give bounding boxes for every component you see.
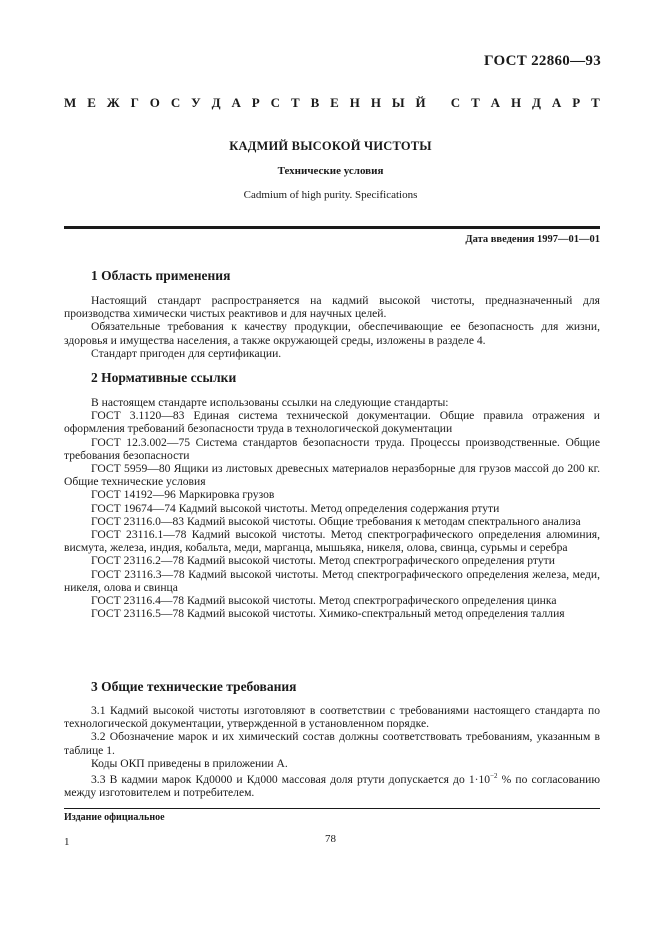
reference-item: ГОСТ 23116.1—78 Кадмий высокой чистоты. Метод спектрографического определения алюминия, висмута, железа, индия, кобальта, меди, марганца, мышьяка, никеля, олова, свинца, сурьмы и серебра [64, 528, 600, 555]
reference-item: ГОСТ 19674—74 Кадмий высокой чистоты. Метод определения содержания ртути [91, 501, 500, 515]
standard-type-letter: Е [87, 95, 96, 110]
reference-item: ГОСТ 12.3.002—75 Система стандартов безопасности труда. Процессы производственные. Общие требования безопасности [64, 435, 600, 462]
standard-type-letter: Т [290, 95, 300, 110]
standard-type-heading [64, 95, 600, 111]
paragraph: Стандарт пригоден для сертификации. [91, 346, 282, 360]
standard-type-letter: Н [349, 95, 360, 110]
standard-type-letter: С [270, 95, 281, 110]
p33-text-end: % по согласованию между изготовителем и потребителем. [64, 773, 601, 800]
reference-item: ГОСТ 5959—80 Ящики из листовых древесных материалов неразборные для грузов массой до 200 кг. Общие технические условия [64, 462, 600, 489]
reference-item: ГОСТ 23116.5—78 Кадмий высокой чистоты. Химико-спектральный метод определения таллия [91, 607, 565, 621]
section-1-heading: 1 Область применения [91, 268, 231, 283]
standard-type-letter: Н [510, 95, 522, 110]
reference-item: ГОСТ 23116.2—78 Кадмий высокой чистоты. Метод спектрографического определения ртути [91, 554, 555, 568]
standard-type-letter: А [551, 95, 562, 110]
introduction-date: Дата введения 1997—01—01 [465, 234, 600, 245]
reference-item: ГОСТ 3.1120—83 Единая система технической документации. Общие правила отражения и оформления требований безопасности труда в технологической документации [64, 409, 600, 436]
page-number-local: 1 [64, 836, 70, 848]
standard-type-letter: Д [532, 95, 541, 110]
standard-type-letter: С [170, 95, 181, 110]
paragraph-3-3 [64, 770, 600, 799]
p33-text: 3.3 В кадмии марок Кд0000 и Кд000 массовая доля ртути допускается до 1·10 [91, 773, 491, 787]
standard-type-letter: В [310, 95, 320, 110]
standard-type-letter: А [490, 95, 501, 110]
standard-type-letter: Е [330, 95, 339, 110]
page-number: 78 [325, 833, 336, 845]
document-title: КАДМИЙ ВЫСОКОЙ ЧИСТОТЫ [229, 139, 432, 153]
standard-type-letter: О [149, 95, 160, 110]
header-divider [64, 226, 600, 229]
standard-type-letter: С [450, 95, 461, 110]
standard-type-letter [437, 95, 440, 111]
paragraph: 3.1 Кадмий высокой чистоты изготовляют в соответствии с требованиями настоящего стандарта по технологической документации, утвержденной в установленном порядке. [64, 704, 600, 731]
exponent: −2 [490, 772, 498, 781]
reference-item: ГОСТ 23116.0—83 Кадмий высокой чистоты. Общие требования к методам спектрального анализа [91, 514, 581, 528]
document-subtitle: Технические условия [277, 165, 384, 177]
standard-type-letter: Н [370, 95, 381, 110]
reference-item: ГОСТ 23116.4—78 Кадмий высокой чистоты. Метод спектрографического определения цинка [91, 594, 557, 608]
section-2-heading: 2 Нормативные ссылки [91, 370, 237, 385]
section-3-heading: 3 Общие технические требования [91, 679, 297, 694]
paragraph: В настоящем стандарте использованы ссылки на следующие стандарты: [91, 396, 449, 409]
footer-divider [64, 808, 600, 809]
standard-type-letter: Р [572, 95, 581, 110]
section-1-body [64, 294, 600, 360]
standard-type-letter: Т [471, 95, 480, 110]
standard-type-letter: Р [251, 95, 260, 110]
standard-type-letter: Г [130, 95, 139, 110]
paragraph: 3.2 Обозначение марок и их химический состав должны соответствовать требованиям, указанным в таблице 1. [64, 730, 600, 757]
paragraph: Обязательные требования к качеству продукции, обеспечивающие ее безопасность для жизни, здоровья и имущества населения, а также окружающей среды, изложены в разделе 4. [64, 320, 600, 347]
paragraph: Коды ОКП приведены в приложении А. [91, 756, 288, 770]
section-3-body [64, 704, 600, 799]
document-number: ГОСТ 22860—93 [483, 53, 601, 69]
reference-item: ГОСТ 23116.3—78 Кадмий высокой чистоты. Метод спектрографического определения железа, меди, никеля, олова и свинца [64, 567, 600, 594]
document-title-english: Cadmium of high purity. Specifications [243, 189, 418, 201]
standard-type-letter: А [231, 95, 241, 110]
reference-item: ГОСТ 14192—96 Маркировка грузов [91, 488, 275, 502]
standard-type-letter: Т [591, 95, 600, 110]
standard-type-letter: Ж [106, 95, 120, 110]
edition-label: Издание официальное [64, 812, 165, 823]
section-2-body [64, 396, 600, 620]
standard-type-letter: М [64, 95, 77, 110]
standard-type-letter: Д [211, 95, 221, 110]
standard-type-letter: У [191, 95, 201, 110]
paragraph: Настоящий стандарт распространяется на кадмий высокой чистоты, предназначенный для производства химически чистых реактивов и для научных целей. [64, 294, 600, 321]
standard-type-letter: Ы [391, 95, 405, 110]
standard-type-letter: Й [415, 95, 426, 110]
